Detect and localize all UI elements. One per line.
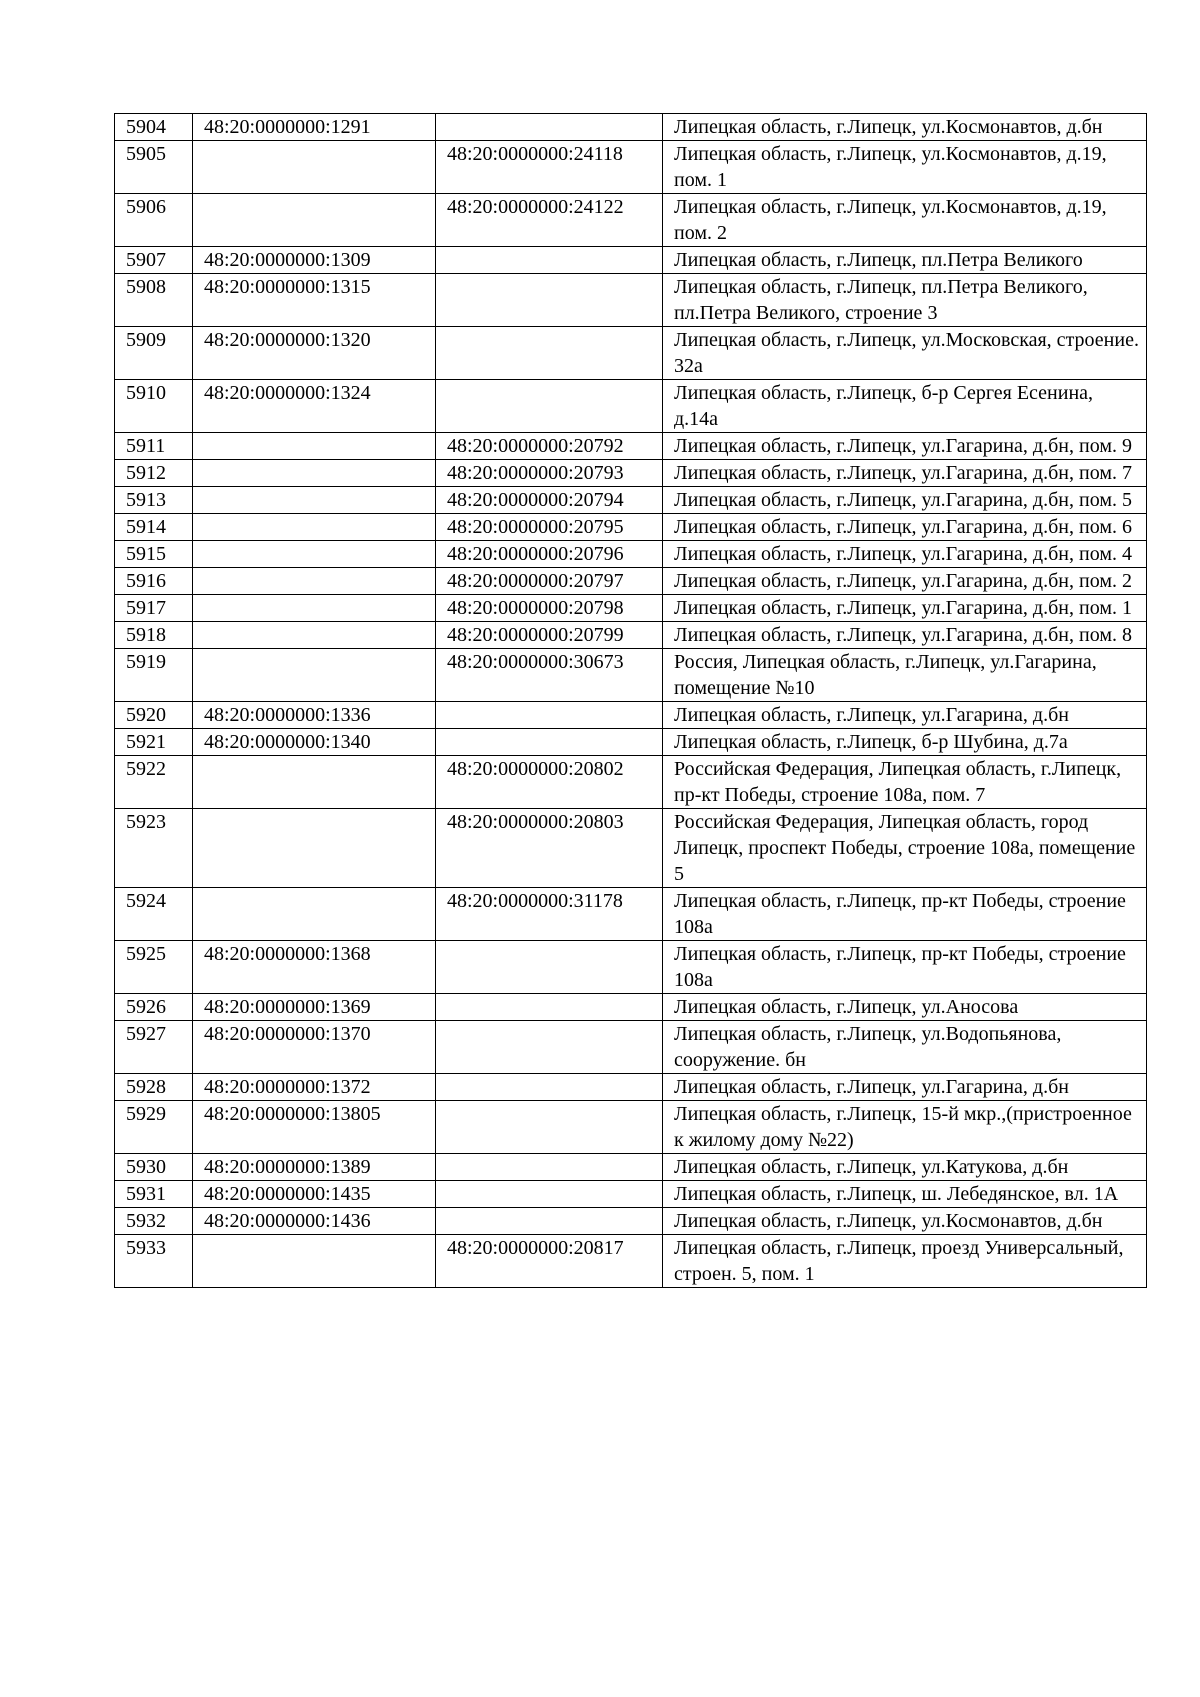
row-number-cell: 5925 <box>115 941 193 994</box>
table-row <box>115 247 1147 274</box>
cadastral-number-cell: 48:20:0000000:1435 <box>193 1181 436 1208</box>
address-cell: Липецкая область, г.Липецк, ул.Космонавтов, д.бн <box>663 114 1147 141</box>
row-number-cell: 5912 <box>115 460 193 487</box>
table-row <box>115 1021 1147 1074</box>
premises-cadastral-number-cell <box>436 1181 663 1208</box>
row-number-cell: 5906 <box>115 194 193 247</box>
row-number-cell: 5920 <box>115 702 193 729</box>
row-number-cell: 5931 <box>115 1181 193 1208</box>
cadastral-number-cell: 48:20:0000000:1324 <box>193 380 436 433</box>
cadastral-number-cell: 48:20:0000000:1315 <box>193 274 436 327</box>
address-cell: Липецкая область, г.Липецк, проезд Универсальный, строен. 5, пом. 1 <box>663 1235 1147 1288</box>
cadastral-number-cell <box>193 487 436 514</box>
cadastral-number-cell: 48:20:0000000:1389 <box>193 1154 436 1181</box>
address-cell: Липецкая область, г.Липецк, 15-й мкр.,(пристроенное к жилому дому №22) <box>663 1101 1147 1154</box>
premises-cadastral-number-cell <box>436 1154 663 1181</box>
table-row <box>115 487 1147 514</box>
address-cell: Липецкая область, г.Липецк, пр-кт Победы, строение 108а <box>663 888 1147 941</box>
premises-cadastral-number-cell <box>436 941 663 994</box>
table-row <box>115 941 1147 994</box>
row-number-cell: 5919 <box>115 649 193 702</box>
address-cell: Липецкая область, г.Липецк, ул.Аносова <box>663 994 1147 1021</box>
registry-table-body <box>115 114 1147 1288</box>
cadastral-number-cell <box>193 1235 436 1288</box>
premises-cadastral-number-cell <box>436 729 663 756</box>
table-row <box>115 649 1147 702</box>
premises-cadastral-number-cell <box>436 702 663 729</box>
premises-cadastral-number-cell <box>436 1074 663 1101</box>
row-number-cell: 5932 <box>115 1208 193 1235</box>
address-cell: Липецкая область, г.Липецк, ул.Космонавтов, д.19, пом. 1 <box>663 141 1147 194</box>
premises-cadastral-number-cell <box>436 1208 663 1235</box>
cadastral-number-cell: 48:20:0000000:1372 <box>193 1074 436 1101</box>
row-number-cell: 5907 <box>115 247 193 274</box>
premises-cadastral-number-cell <box>436 114 663 141</box>
row-number-cell: 5905 <box>115 141 193 194</box>
premises-cadastral-number-cell: 48:20:0000000:20798 <box>436 595 663 622</box>
table-row <box>115 1208 1147 1235</box>
premises-cadastral-number-cell <box>436 274 663 327</box>
premises-cadastral-number-cell <box>436 247 663 274</box>
cadastral-number-cell <box>193 433 436 460</box>
table-row <box>115 622 1147 649</box>
table-row <box>115 141 1147 194</box>
cadastral-number-cell <box>193 514 436 541</box>
row-number-cell: 5915 <box>115 541 193 568</box>
row-number-cell: 5933 <box>115 1235 193 1288</box>
row-number-cell: 5910 <box>115 380 193 433</box>
row-number-cell: 5908 <box>115 274 193 327</box>
row-number-cell: 5904 <box>115 114 193 141</box>
table-row <box>115 114 1147 141</box>
premises-cadastral-number-cell: 48:20:0000000:20792 <box>436 433 663 460</box>
table-row <box>115 1101 1147 1154</box>
address-cell: Липецкая область, г.Липецк, б-р Сергея Есенина, д.14а <box>663 380 1147 433</box>
table-row <box>115 460 1147 487</box>
address-cell: Липецкая область, г.Липецк, ул.Гагарина, д.бн <box>663 1074 1147 1101</box>
table-row <box>115 756 1147 809</box>
row-number-cell: 5923 <box>115 809 193 888</box>
address-cell: Липецкая область, г.Липецк, ул.Гагарина, д.бн, пом. 9 <box>663 433 1147 460</box>
table-row <box>115 541 1147 568</box>
premises-cadastral-number-cell <box>436 994 663 1021</box>
cadastral-number-cell <box>193 809 436 888</box>
address-cell: Липецкая область, г.Липецк, ул.Космонавтов, д.19, пом. 2 <box>663 194 1147 247</box>
table-row <box>115 433 1147 460</box>
row-number-cell: 5916 <box>115 568 193 595</box>
row-number-cell: 5927 <box>115 1021 193 1074</box>
address-cell: Липецкая область, г.Липецк, ул.Гагарина, д.бн <box>663 702 1147 729</box>
address-cell: Липецкая область, г.Липецк, ул.Водопьянова, сооружение. бн <box>663 1021 1147 1074</box>
row-number-cell: 5917 <box>115 595 193 622</box>
cadastral-number-cell: 48:20:0000000:1369 <box>193 994 436 1021</box>
address-cell: Российская Федерация, Липецкая область, г.Липецк, пр-кт Победы, строение 108а, пом. 7 <box>663 756 1147 809</box>
cadastral-number-cell <box>193 568 436 595</box>
premises-cadastral-number-cell: 48:20:0000000:20794 <box>436 487 663 514</box>
row-number-cell: 5909 <box>115 327 193 380</box>
table-row <box>115 1181 1147 1208</box>
cadastral-number-cell: 48:20:0000000:13805 <box>193 1101 436 1154</box>
row-number-cell: 5913 <box>115 487 193 514</box>
table-row <box>115 327 1147 380</box>
row-number-cell: 5930 <box>115 1154 193 1181</box>
address-cell: Липецкая область, г.Липецк, ш. Лебедянское, вл. 1А <box>663 1181 1147 1208</box>
row-number-cell: 5921 <box>115 729 193 756</box>
table-row <box>115 888 1147 941</box>
premises-cadastral-number-cell: 48:20:0000000:20817 <box>436 1235 663 1288</box>
table-row <box>115 194 1147 247</box>
row-number-cell: 5928 <box>115 1074 193 1101</box>
premises-cadastral-number-cell <box>436 1101 663 1154</box>
address-cell: Липецкая область, г.Липецк, ул.Гагарина, д.бн, пом. 2 <box>663 568 1147 595</box>
table-row <box>115 595 1147 622</box>
cadastral-number-cell <box>193 649 436 702</box>
cadastral-number-cell: 48:20:0000000:1340 <box>193 729 436 756</box>
address-cell: Липецкая область, г.Липецк, пр-кт Победы, строение 108а <box>663 941 1147 994</box>
table-row <box>115 514 1147 541</box>
cadastral-number-cell <box>193 756 436 809</box>
address-cell: Липецкая область, г.Липецк, ул.Московская, строение. 32а <box>663 327 1147 380</box>
address-cell: Липецкая область, г.Липецк, ул.Катукова, д.бн <box>663 1154 1147 1181</box>
premises-cadastral-number-cell <box>436 1021 663 1074</box>
cadastral-number-cell: 48:20:0000000:1370 <box>193 1021 436 1074</box>
premises-cadastral-number-cell: 48:20:0000000:24118 <box>436 141 663 194</box>
cadastral-number-cell <box>193 595 436 622</box>
cadastral-number-cell <box>193 541 436 568</box>
premises-cadastral-number-cell: 48:20:0000000:30673 <box>436 649 663 702</box>
table-row <box>115 1154 1147 1181</box>
cadastral-number-cell: 48:20:0000000:1291 <box>193 114 436 141</box>
cadastral-number-cell <box>193 141 436 194</box>
address-cell: Российская Федерация, Липецкая область, город Липецк, проспект Победы, строение 108а, помещение 5 <box>663 809 1147 888</box>
address-cell: Липецкая область, г.Липецк, пл.Петра Великого <box>663 247 1147 274</box>
address-cell: Липецкая область, г.Липецк, ул.Гагарина, д.бн, пом. 6 <box>663 514 1147 541</box>
row-number-cell: 5918 <box>115 622 193 649</box>
address-cell: Россия, Липецкая область, г.Липецк, ул.Гагарина, помещение №10 <box>663 649 1147 702</box>
row-number-cell: 5929 <box>115 1101 193 1154</box>
row-number-cell: 5926 <box>115 994 193 1021</box>
cadastral-number-cell: 48:20:0000000:1336 <box>193 702 436 729</box>
address-cell: Липецкая область, г.Липецк, б-р Шубина, д.7а <box>663 729 1147 756</box>
address-cell: Липецкая область, г.Липецк, ул.Гагарина, д.бн, пом. 1 <box>663 595 1147 622</box>
row-number-cell: 5924 <box>115 888 193 941</box>
table-row <box>115 702 1147 729</box>
address-cell: Липецкая область, г.Липецк, ул.Гагарина, д.бн, пом. 7 <box>663 460 1147 487</box>
table-row <box>115 1235 1147 1288</box>
row-number-cell: 5911 <box>115 433 193 460</box>
table-row <box>115 729 1147 756</box>
premises-cadastral-number-cell: 48:20:0000000:20795 <box>436 514 663 541</box>
table-row <box>115 994 1147 1021</box>
table-row <box>115 380 1147 433</box>
address-cell: Липецкая область, г.Липецк, ул.Гагарина, д.бн, пом. 4 <box>663 541 1147 568</box>
cadastral-number-cell: 48:20:0000000:1368 <box>193 941 436 994</box>
premises-cadastral-number-cell: 48:20:0000000:20802 <box>436 756 663 809</box>
cadastral-number-cell: 48:20:0000000:1320 <box>193 327 436 380</box>
cadastral-number-cell: 48:20:0000000:1436 <box>193 1208 436 1235</box>
premises-cadastral-number-cell: 48:20:0000000:31178 <box>436 888 663 941</box>
table-row <box>115 568 1147 595</box>
address-cell: Липецкая область, г.Липецк, ул.Космонавтов, д.бн <box>663 1208 1147 1235</box>
table-row <box>115 809 1147 888</box>
premises-cadastral-number-cell <box>436 327 663 380</box>
address-cell: Липецкая область, г.Липецк, ул.Гагарина, д.бн, пом. 5 <box>663 487 1147 514</box>
cadastral-number-cell <box>193 622 436 649</box>
cadastral-number-cell: 48:20:0000000:1309 <box>193 247 436 274</box>
premises-cadastral-number-cell: 48:20:0000000:20799 <box>436 622 663 649</box>
table-row <box>115 1074 1147 1101</box>
table-row <box>115 274 1147 327</box>
cadastral-number-cell <box>193 194 436 247</box>
property-registry-table <box>114 113 1147 1288</box>
row-number-cell: 5914 <box>115 514 193 541</box>
premises-cadastral-number-cell: 48:20:0000000:20796 <box>436 541 663 568</box>
cadastral-number-cell <box>193 888 436 941</box>
address-cell: Липецкая область, г.Липецк, пл.Петра Великого, пл.Петра Великого, строение 3 <box>663 274 1147 327</box>
premises-cadastral-number-cell: 48:20:0000000:20803 <box>436 809 663 888</box>
premises-cadastral-number-cell: 48:20:0000000:20793 <box>436 460 663 487</box>
premises-cadastral-number-cell: 48:20:0000000:24122 <box>436 194 663 247</box>
cadastral-number-cell <box>193 460 436 487</box>
address-cell: Липецкая область, г.Липецк, ул.Гагарина, д.бн, пом. 8 <box>663 622 1147 649</box>
premises-cadastral-number-cell: 48:20:0000000:20797 <box>436 568 663 595</box>
row-number-cell: 5922 <box>115 756 193 809</box>
premises-cadastral-number-cell <box>436 380 663 433</box>
